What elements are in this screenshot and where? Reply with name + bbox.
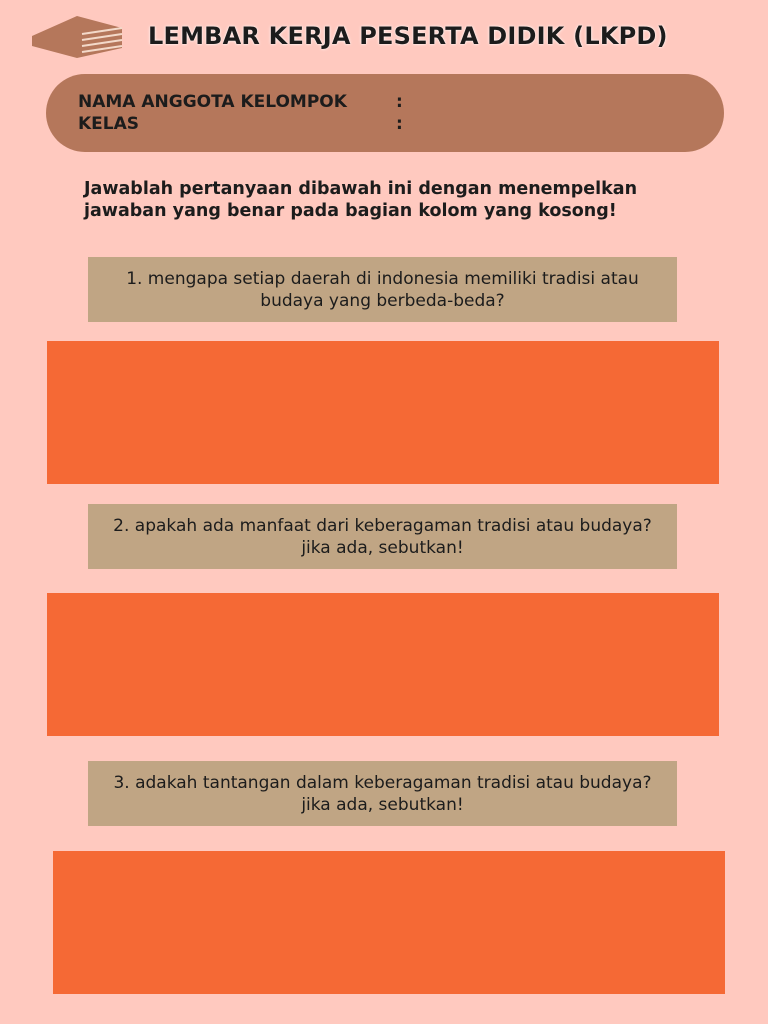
question-text-1: 1. mengapa setiap daerah di indonesia memiliki tradisi atau budaya yang berbeda-beda? xyxy=(126,268,639,311)
book-stack-icon xyxy=(30,14,124,60)
group-members-row xyxy=(78,91,403,113)
page-title: LEMBAR KERJA PESERTA DIDIK (LKPD) xyxy=(148,22,668,50)
question-box-1 xyxy=(88,257,677,322)
class-row xyxy=(78,113,403,135)
question-box-2 xyxy=(88,504,677,569)
answer-box-3[interactable] xyxy=(53,851,725,994)
question-text-3: 3. adakah tantangan dalam keberagaman tradisi atau budaya? jika ada, sebutkan! xyxy=(113,772,652,815)
question-box-3 xyxy=(88,761,677,826)
instruction-text: Jawablah pertanyaan dibawah ini dengan menempelkan jawaban yang benar pada bagian kolom yang kosong! xyxy=(84,179,638,221)
group-members-colon: : xyxy=(396,92,403,112)
answer-box-2[interactable] xyxy=(47,593,719,736)
class-label: KELAS xyxy=(78,114,140,134)
group-info-box xyxy=(46,74,724,152)
class-colon: : xyxy=(396,114,403,134)
question-text-2: 2. apakah ada manfaat dari keberagaman tradisi atau budaya? jika ada, sebutkan! xyxy=(113,515,652,558)
answer-box-1[interactable] xyxy=(47,341,719,484)
group-members-label: NAMA ANGGOTA KELOMPOK xyxy=(78,92,347,112)
